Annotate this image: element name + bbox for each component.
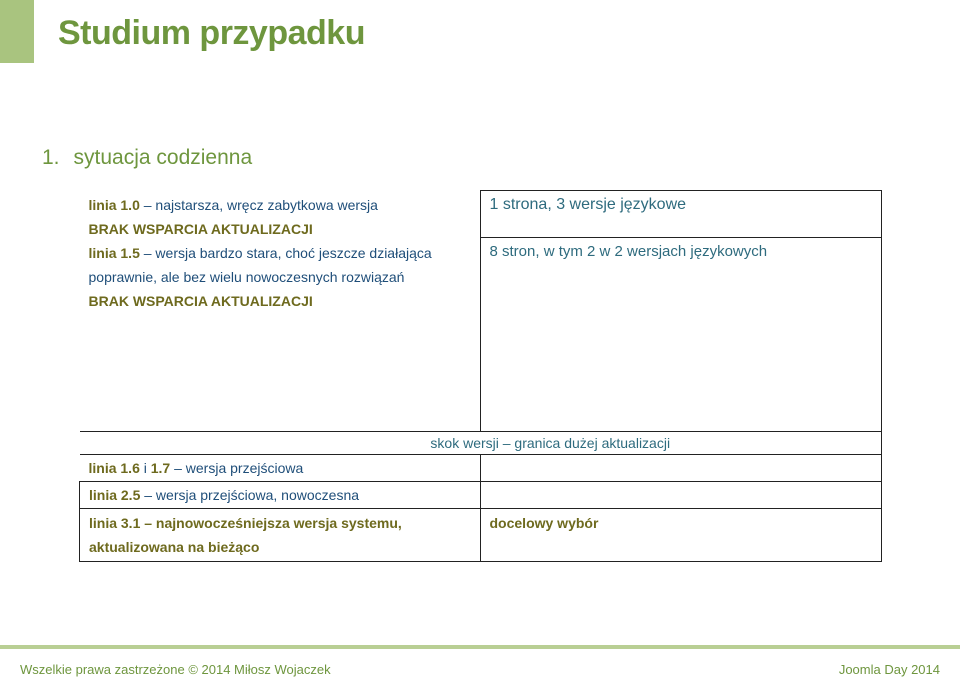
section-heading [42, 146, 252, 170]
table-row-bottom-1 [80, 454, 882, 481]
r1-text: 1 strona, 3 wersje językowe [489, 196, 687, 213]
cell-divider [80, 431, 882, 454]
old-versions-text [80, 191, 480, 315]
cell-old-versions [80, 191, 481, 432]
cell-b2 [80, 481, 481, 508]
footer-copyright: Wszelkie prawa zastrzeżone © 2014 Miłosz Wojaczek [20, 662, 331, 677]
comparison-table [79, 190, 882, 562]
table-row-bottom-2 [80, 481, 882, 508]
cell-b3-right [480, 508, 882, 561]
cell-b2-right [480, 481, 882, 508]
target-choice: docelowy wybór [489, 514, 599, 531]
cell-r1 [480, 191, 882, 238]
cell-b3 [80, 508, 481, 561]
section-label: sytuacja codzienna [73, 146, 253, 169]
title-accent-bar [0, 0, 34, 63]
table-row-bottom-3 [80, 508, 882, 561]
r2-text: 8 stron, w tym 2 w 2 wersjach językowych [489, 243, 768, 261]
section-number: 1. [42, 146, 60, 169]
table-row-top [80, 191, 882, 238]
b3-text: linia 3.1 – najnowocześniejsza wersja systemu, aktualizowana na bieżąco [89, 514, 402, 555]
line-1-5: linia 1.5 – wersja bardzo stara, choć jeszcze działająca [88, 244, 432, 261]
footer-divider [0, 645, 960, 649]
b1-text: linia 1.6 i 1.7 – wersja przejściowa [88, 459, 304, 476]
line-1-5-note: BRAK WSPARCIA AKTUALIZACJI [88, 292, 313, 309]
divider-text: skok wersji – granica dużej aktualizacji [430, 434, 671, 451]
line-1-5-cont: poprawnie, ale bez wielu nowoczesnych rozwiązań [88, 268, 405, 285]
footer-event: Joomla Day 2014 [838, 662, 940, 677]
cell-r2 [480, 238, 882, 431]
cell-b1-right [480, 454, 882, 481]
line-1-0: linia 1.0 – najstarsza, wręcz zabytkowa wersja [88, 196, 378, 213]
b2-text: linia 2.5 – wersja przejściowa, nowoczesna [89, 486, 360, 503]
page-title: Studium przypadku [58, 14, 365, 52]
table-row-divider [80, 431, 882, 454]
cell-b1 [80, 454, 481, 481]
line-1-0-note: BRAK WSPARCIA AKTUALIZACJI [88, 220, 313, 237]
